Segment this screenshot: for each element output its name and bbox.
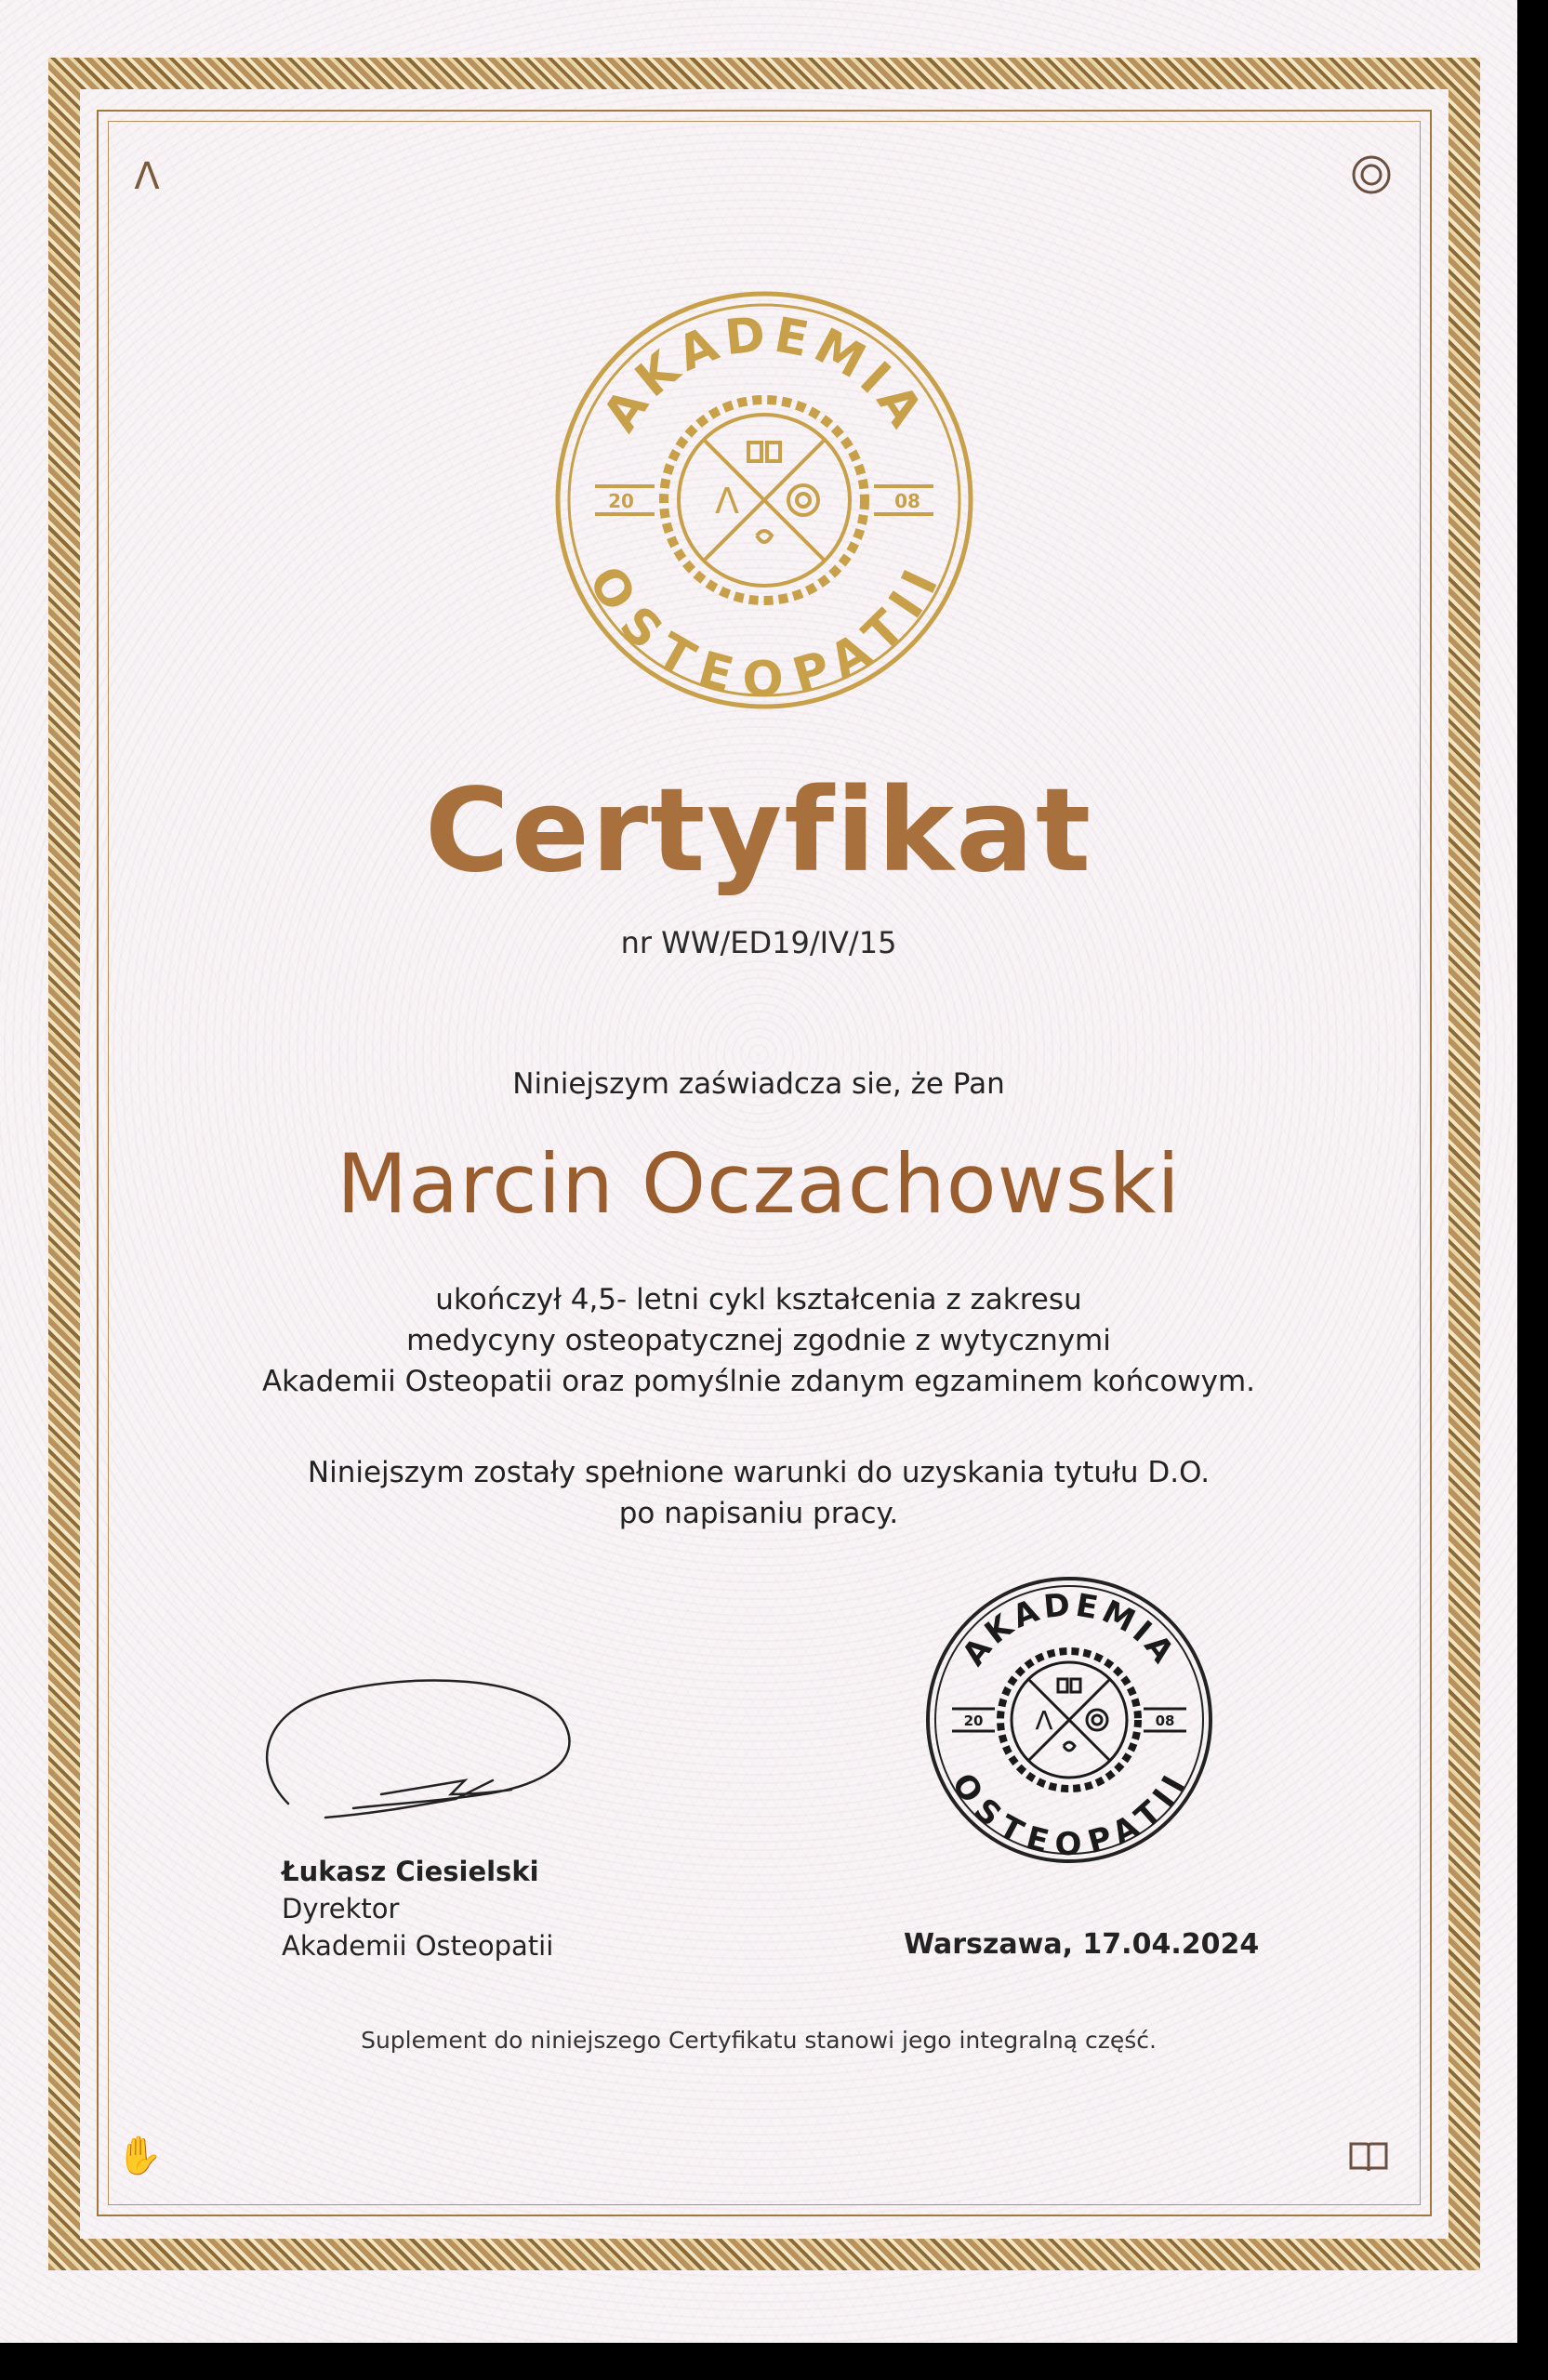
academy-seal-gold	[550, 286, 978, 714]
signatory-organization: Akademii Osteopatii	[282, 1930, 554, 1962]
certificate-number: nr WW/ED19/IV/15	[620, 925, 897, 960]
seal-bottom-text: OSTEOPATII	[577, 557, 952, 707]
academy-stamp-black	[920, 1571, 1218, 1869]
stamp-lambda: Λ	[1035, 1705, 1053, 1736]
book-icon	[1331, 2120, 1406, 2194]
certificate-conditions	[0, 1452, 1517, 1534]
hand-heart-icon: ✋	[116, 2134, 163, 2177]
body-line: medycyny osteopatycznej zgodnie z wytycznymi	[406, 1324, 1111, 1357]
conditions-line: Niniejszym zostały spełnione warunki do uzyskania tytułu D.O.	[307, 1456, 1211, 1489]
lambda-icon: Λ	[134, 155, 160, 198]
stamp-year-right: 08	[1155, 1712, 1175, 1729]
seal-lambda: Λ	[715, 481, 739, 522]
seal-top-text: AKADEMIA	[592, 306, 936, 442]
certificate-title: Certyfikat	[424, 764, 1093, 898]
conditions-line: po napisaniu pracy.	[618, 1497, 899, 1530]
svg-text:AKADEMIA	[955, 1586, 1183, 1673]
signatory-block	[282, 1853, 553, 1964]
place-date: Warszawa, 17.04.2024	[904, 1928, 1260, 1961]
signatory-name: Łukasz Ciesielski	[282, 1856, 539, 1887]
seal-year-right: 08	[894, 490, 920, 512]
stamp-top-text: AKADEMIA	[955, 1586, 1184, 1673]
recipient-name: Marcin Oczachowski	[337, 1136, 1181, 1232]
certificate-intro: Niniejszym zaświadcza sie, że Pan	[512, 1067, 1005, 1101]
body-line: ukończył 4,5- letni cykl kształcenia z zakresu	[435, 1283, 1082, 1316]
target-icon	[1334, 138, 1409, 212]
svg-text:OSTEOPATII	[945, 1766, 1195, 1863]
certificate-body	[0, 1279, 1517, 1402]
body-line: Akademii Osteopatii oraz pomyślnie zdanym egzaminem końcowym.	[261, 1365, 1256, 1398]
svg-text:AKADEMIA	[592, 307, 935, 442]
stamp-year-left: 20	[963, 1712, 984, 1729]
seal-year-left: 20	[608, 490, 634, 512]
signatory-role: Dyrektor	[282, 1893, 400, 1924]
supplement-note: Suplement do niniejszego Certyfikatu stanowi jego integralną część.	[361, 2027, 1157, 2054]
svg-text:OSTEOPATII	[577, 557, 951, 707]
stamp-bottom-text: OSTEOPATII	[944, 1766, 1195, 1863]
director-signature	[251, 1655, 586, 1831]
